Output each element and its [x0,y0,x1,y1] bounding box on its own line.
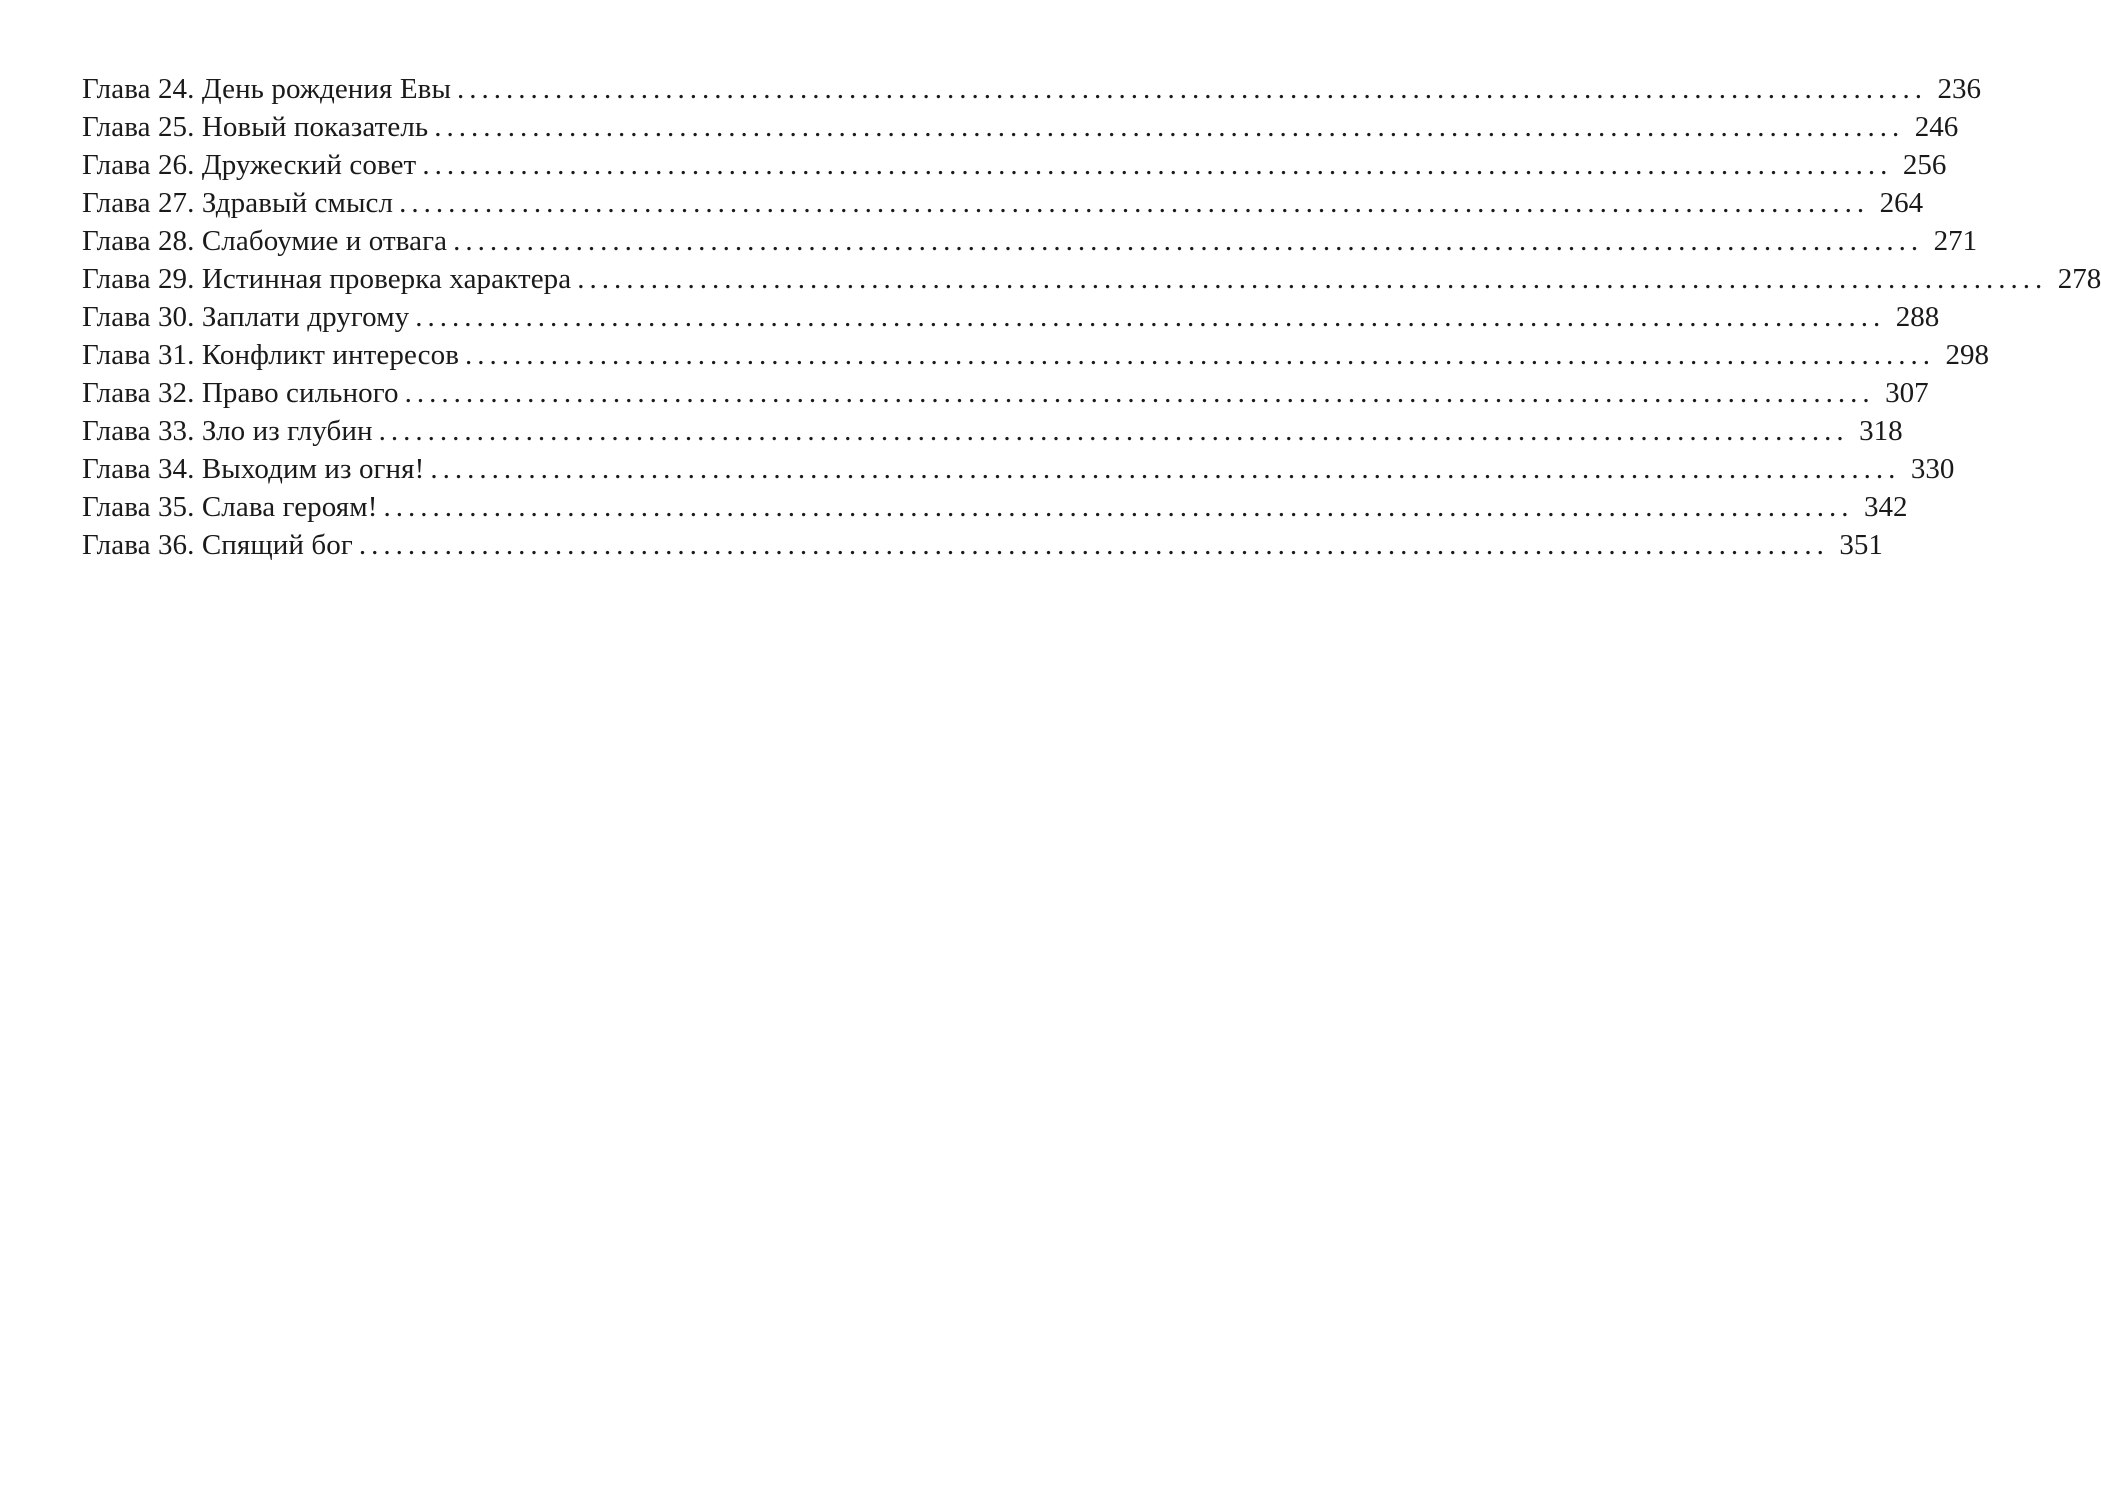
toc-entry-title: Глава 25. Новый показатель [82,111,429,143]
toc-entry-27 [82,184,1924,222]
toc-dot-leader: ........................................................................................................................ [430,453,1901,485]
toc-dot-leader: ........................................................................................................................ [465,339,1936,371]
toc-entry-title: Глава 27. Здравый смысл [82,187,394,219]
toc-dot-leader: ........................................................................................................................ [399,187,1870,219]
toc-entry-36 [82,526,1883,564]
toc-dot-leader: ........................................................................................................................ [358,529,1829,561]
toc-dot-leader: ........................................................................................................................ [434,111,1905,143]
toc-dot-leader: ........................................................................................................................ [404,377,1875,409]
toc-page-number: 351 [1839,529,1883,561]
toc-page-number: 298 [1945,339,1990,371]
toc-page-number: 307 [1885,377,1929,409]
toc-dot-leader: ........................................................................................................................ [378,415,1849,447]
toc-entry-title: Глава 26. Дружеский совет [82,149,417,181]
toc-page-number: 246 [1914,111,1959,143]
toc-dot-leader: ........................................................................................................................ [422,149,1893,181]
toc-entry-title: Глава 24. День рождения Евы [82,73,452,105]
toc-page-number: 264 [1879,187,1924,219]
toc-dot-leader: ........................................................................................................................ [415,301,1886,333]
toc-entry-29 [82,260,2101,298]
toc-entry-35 [82,488,1908,526]
toc-entry-title: Глава 36. Спящий бог [82,529,353,561]
toc-entry-title: Глава 30. Заплати другому [82,301,410,333]
toc-dot-leader: ........................................................................................................................ [577,263,2048,295]
toc-page-number: 342 [1863,491,1908,523]
toc-page-number: 318 [1859,415,1903,447]
toc-entry-25 [82,108,1959,146]
toc-page-number: 330 [1910,453,1955,485]
toc-page-number: 271 [1933,225,1978,257]
toc-entry-30 [82,298,1940,336]
toc-entry-24 [82,70,1982,108]
toc-entry-title: Глава 29. Истинная проверка характера [82,263,572,295]
toc-entry-31 [82,336,1990,374]
toc-page-number: 256 [1902,149,1947,181]
toc-entry-33 [82,412,1903,450]
toc-entry-26 [82,146,1947,184]
toc-page-number: 236 [1937,73,1982,105]
toc-entry-title: Глава 33. Зло из глубин [82,415,373,447]
toc-page-number: 278 [2057,263,2101,295]
toc-dot-leader: ........................................................................................................................ [453,225,1924,257]
toc-entry-title: Глава 31. Конфликт интересов [82,339,460,371]
toc-entry-title: Глава 35. Слава героям! [82,491,378,523]
toc-entry-32 [82,374,1929,412]
table-of-contents [82,70,2101,564]
toc-dot-leader: ........................................................................................................................ [457,73,1928,105]
toc-entry-34 [82,450,1955,488]
toc-page-number: 288 [1895,301,1940,333]
toc-dot-leader: ........................................................................................................................ [383,491,1854,523]
toc-entry-28 [82,222,1978,260]
toc-entry-title: Глава 32. Право сильного [82,377,399,409]
toc-entry-title: Глава 28. Слабоумие и отвага [82,225,448,257]
toc-entry-title: Глава 34. Выходим из огня! [82,453,425,485]
